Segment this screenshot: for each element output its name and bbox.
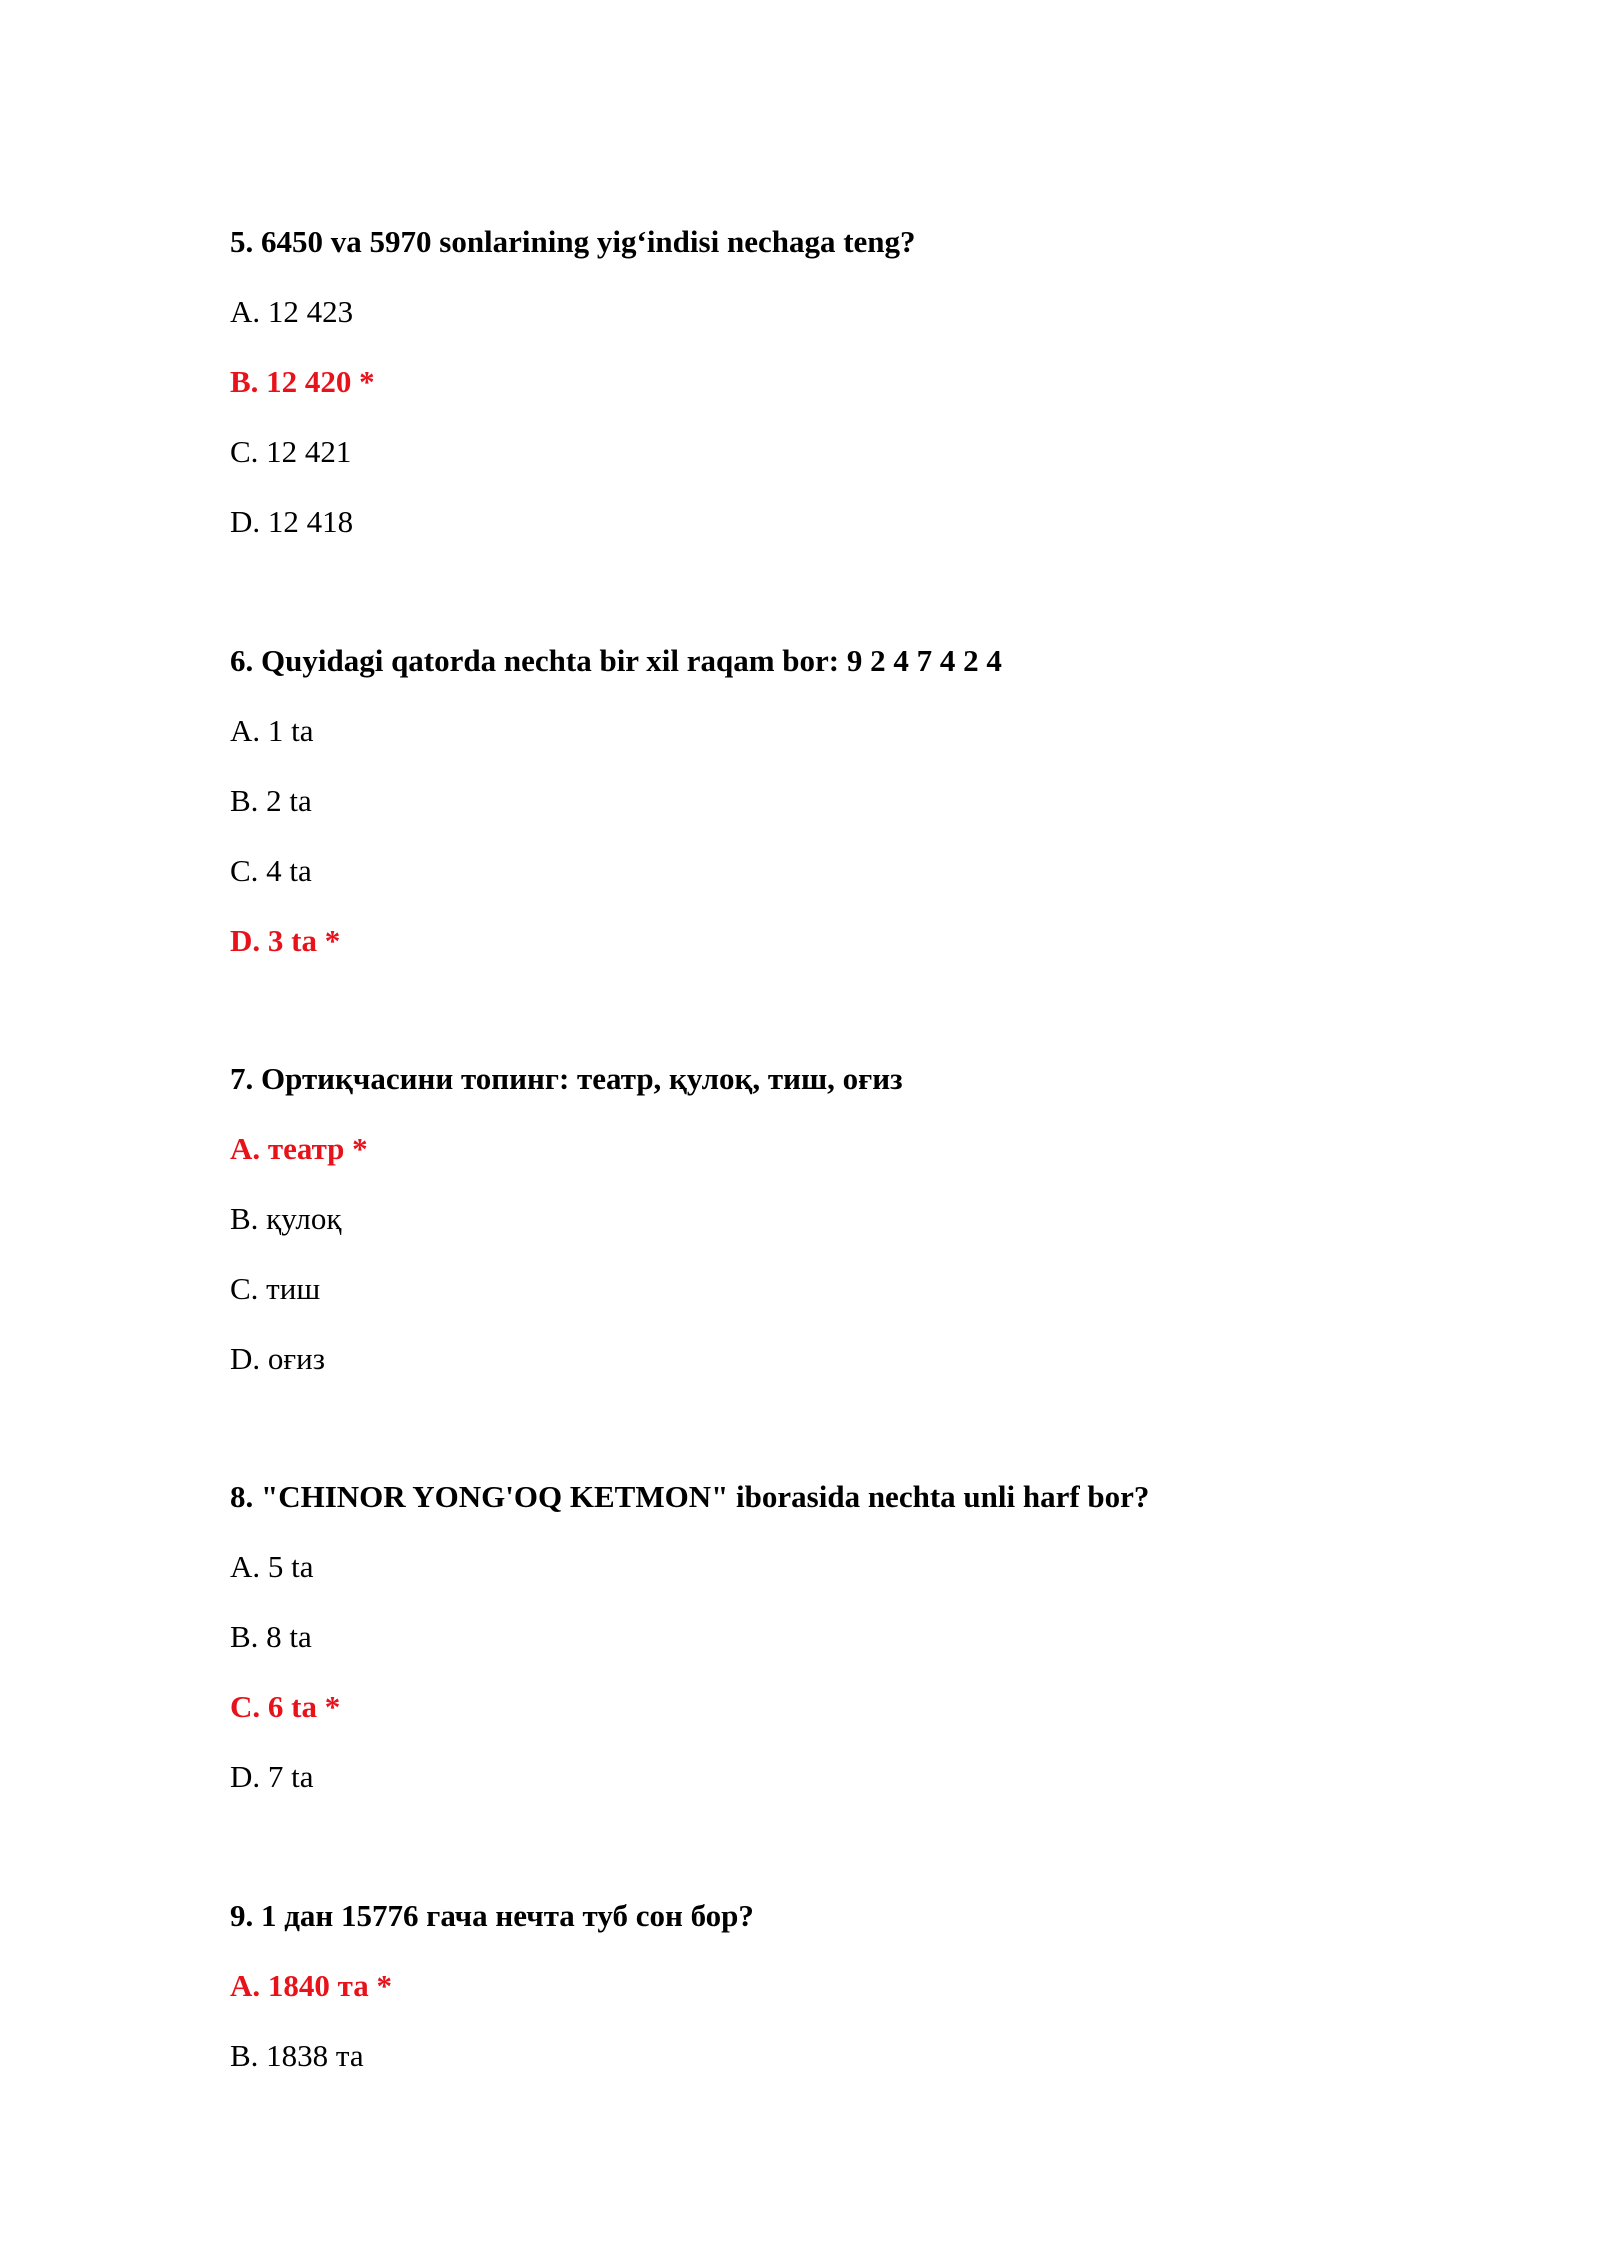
option-b: B. 2 ta <box>230 783 312 818</box>
question-text: 5. 6450 va 5970 sonlarining yig‘indisi nechaga teng? <box>230 224 916 259</box>
option-d: D. 12 418 <box>230 504 354 539</box>
question-text: 6. Quyidagi qatorda nechta bir xil raqam bor: 9 2 4 7 4 2 4 <box>230 643 1002 678</box>
option-b-correct: B. 12 420 * <box>230 364 375 399</box>
option-a: A. 12 423 <box>230 294 354 329</box>
option-a: A. 1 ta <box>230 713 314 748</box>
question-text: 9. 1 дан 15776 гача нечта туб сон бор? <box>230 1898 754 1933</box>
option-b: B. 8 ta <box>230 1619 312 1654</box>
option-c: C. 12 421 <box>230 434 352 469</box>
option-b: B. қулоқ <box>230 1201 342 1236</box>
question-text: 8. "CHINOR YONG'OQ KETMON" iborasida nechta unli harf bor? <box>230 1479 1150 1514</box>
option-c: C. тиш <box>230 1271 321 1306</box>
option-a-correct: A. 1840 та * <box>230 1968 392 2003</box>
question-text: 7. Ортиқчасини топинг: театр, қулоқ, тиш, оғиз <box>230 1061 903 1096</box>
option-a-correct: A. театр * <box>230 1131 368 1166</box>
option-a: A. 5 ta <box>230 1549 314 1584</box>
option-c: C. 4 ta <box>230 853 312 888</box>
option-c-correct: C. 6 ta * <box>230 1689 341 1724</box>
option-b: B. 1838 та <box>230 2038 364 2073</box>
option-d-correct: D. 3 ta * <box>230 923 341 958</box>
option-d: D. оғиз <box>230 1341 325 1376</box>
option-d: D. 7 ta <box>230 1759 314 1794</box>
